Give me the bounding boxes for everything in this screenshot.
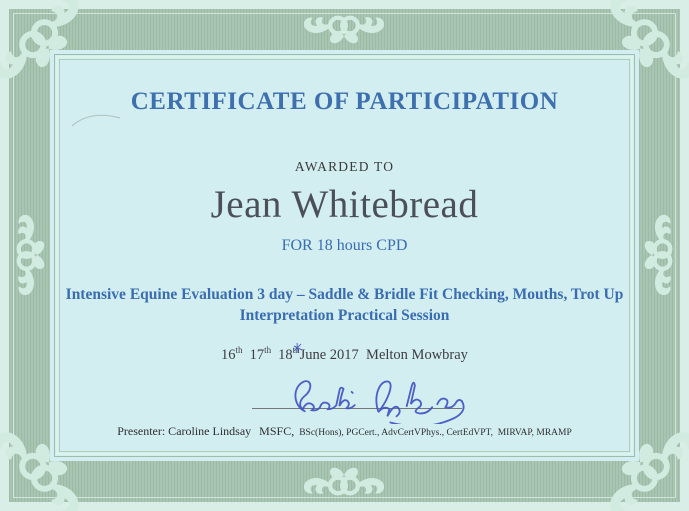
- date-location-line: [62, 345, 627, 364]
- ink-mark: [293, 342, 303, 354]
- border-ornament-left-icon: [11, 211, 49, 299]
- border-ornament-top-icon: [300, 10, 388, 48]
- signature-scribble: [268, 374, 472, 424]
- presenter-name: Presenter: Caroline Lindsay: [117, 424, 252, 438]
- recipient-name: Jean Whitebread: [210, 183, 479, 226]
- certificate-title: CERTIFICATE OF PARTICIPATION: [130, 88, 559, 115]
- awarded-to-label: AWARDED TO: [294, 159, 395, 174]
- date-day-18: 18th: [278, 347, 299, 363]
- border-ornament-right-icon: [640, 211, 678, 299]
- presenter-credentials-primary: MSFC,: [259, 424, 295, 438]
- date-day-17: 17th: [249, 345, 272, 363]
- cpd-hours-line: FOR 18 hours CPD: [281, 237, 408, 254]
- border-ornament-bottom-icon: [300, 463, 388, 501]
- date-rest: June 2017 Melton Mowbray: [299, 346, 468, 363]
- course-title-line2: Interpretation Practical Session: [239, 306, 450, 324]
- presenter-credentials-secondary: BSc(Hons), PGCert., AdvCertVPhys., CertEdVPT, MIRVAP, MRAMP: [299, 428, 572, 438]
- course-title: [62, 285, 627, 327]
- presenter-line: [62, 424, 627, 439]
- date-day-16: 16th: [221, 345, 243, 363]
- course-title-line1: Intensive Equine Evaluation 3 day – Saddle & Bridle Fit Checking, Mouths, Trot Up: [65, 286, 624, 303]
